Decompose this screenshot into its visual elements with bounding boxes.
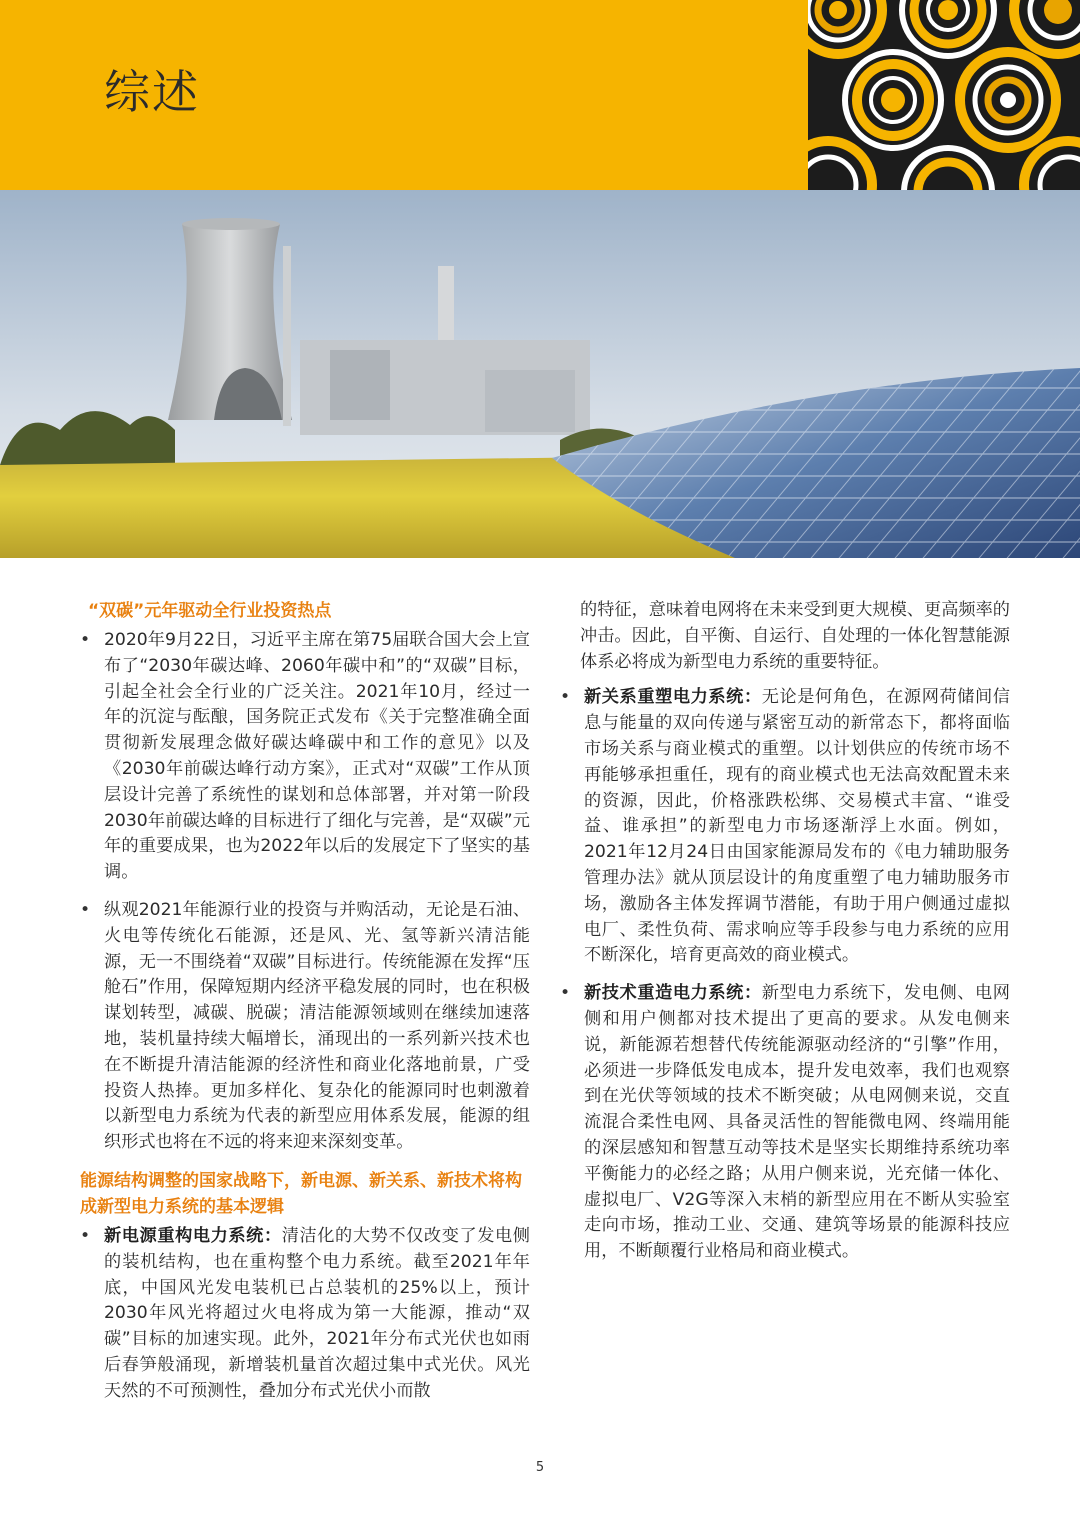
bullet-lead: 新关系重塑电力系统： — [584, 687, 762, 708]
page-title: 综述 — [104, 65, 200, 119]
bullet-icon: • — [80, 1225, 91, 1246]
list-item — [80, 1224, 530, 1405]
header-band — [0, 0, 808, 190]
list-item — [80, 628, 530, 886]
section-heading: 能源结构调整的国家战略下，新电源、新关系、新技术将构成新型电力系统的基本逻辑 — [80, 1170, 522, 1217]
bullet-icon: • — [80, 630, 91, 650]
paragraph-text: 纵观2021年能源行业的投资与并购活动，无论是石油、火电等传统化石能源，还是风、光、氢等新兴清洁能源，无一不围绕着“双碳”目标进行。传统能源在发挥“压舱石”作用，保障短期内经济平稳发展的同时，也在积极谋划转型，减碳、脱碳；清洁能源领域则在继续加速落地，装机量持续大幅增长，涌现出的一系列新兴技术也在不断提升清洁能源的经济性和商业化落地前景，广受投资人热捧。更加多样化、复杂化的能源同时也刺激着以新型电力系统为代表的新型应用体系发展，能源的组织形式也将在不远的将来迎来深刻变革。 — [104, 899, 530, 1153]
paragraph-text: 清洁化的大势不仅改变了发电侧的装机结构，也在重构整个电力系统。截至2021年年底，中国风光发电装机已占总装机的25%以上，预计2030年风光将超过火电将成为第一大能源，推动“双碳”目标的加速实现。此外，2021年分布式光伏也如雨后春笋般涌现，新增装机量首次超过集中式光伏。风光天然的不可预测性，叠加分布式光伏小而散 — [104, 1225, 530, 1401]
paragraph-text: 新型电力系统下，发电侧、电网侧和用户侧都对技术提出了更高的要求。从发电侧来说，新能源若想替代传统能源驱动经济的“引擎”作用，必须进一步降低发电成本，提升发电效率，我们也观察到在光伏等领域的技术不断突破；从电网侧来说，交直流混合柔性电网、具备灵活性的智能微电网、终端用能的深层感知和智慧互动等技术是坚实长期维持系统功率平衡能力的必经之路；从用户侧来说，光充储一体化、虚拟电厂、V2G等深入末梢的新型应用在不断从实验室走向市场，推动工业、交通、建筑等场景的能源科技应用，不断颠覆行业格局和商业模式。 — [584, 983, 1010, 1262]
list-item — [560, 981, 1010, 1265]
section-heading: “双碳”元年驱动全行业投资热点 — [88, 601, 332, 621]
bullet-list — [80, 1224, 530, 1405]
bullet-list — [560, 685, 1010, 1265]
hero-photo-power-plant-solar — [0, 190, 1080, 558]
bullet-icon: • — [560, 983, 571, 1004]
paragraph-continuation: 的特征，意味着电网将在未来受到更大规模、更高频率的冲击。因此，自平衡、自运行、自处理的一体化智慧能源体系必将成为新型电力系统的重要特征。 — [580, 600, 1010, 672]
decorative-circle-pattern — [808, 0, 1080, 190]
bullet-lead: 新技术重造电力系统： — [584, 983, 762, 1004]
list-item — [80, 898, 530, 1156]
paragraph-text: 无论是何角色，在源网荷储间信息与能量的双向传递与紧密互动的新常态下，都将面临市场关系与商业模式的重塑。以计划供应的传统市场不再能够承担重任，现有的商业模式也无法高效配置未来的资源，因此，价格涨跌松绑、交易模式丰富、“谁受益、谁承担”的新型电力市场逐渐浮上水面。例如，2021年12月24日由国家能源局发布的《电力辅助服务管理办法》就从顶层设计的角度重塑了电力辅助服务市场，激励各主体发挥调节潜能，有助于用户侧通过虚拟电厂、柔性负荷、需求响应等手段参与电力系统的应用不断深化，培育更高效的商业模式。 — [584, 687, 1010, 966]
bullet-list — [80, 628, 530, 1156]
bullet-lead: 新电源重构电力系统： — [104, 1225, 282, 1246]
bullet-icon: • — [80, 899, 91, 920]
left-column — [80, 598, 530, 1417]
paragraph-text: 2020年9月22日，习近平主席在第75届联合国大会上宣布了“2030年碳达峰、2060年碳中和”的“双碳”目标，引起全社会全行业的广泛关注。2021年10月，经过一年的沉淀与酝酿，国务院正式发布《关于完整准确全面贯彻新发展理念做好碳达峰碳中和工作的意见》以及《2030年前碳达峰行动方案》，正式对“双碳”工作从顶层设计完善了系统性的谋划和总体部署，并对第一阶段2030年前碳达峰的目标进行了细化与完善，是“双碳”元年的重要成果，也为2022年以后的发展定下了坚实的基调。 — [104, 630, 530, 883]
page-number: 5 — [535, 1460, 545, 1475]
list-item — [560, 685, 1010, 969]
right-column — [560, 598, 1010, 1277]
bullet-icon: • — [560, 687, 571, 708]
